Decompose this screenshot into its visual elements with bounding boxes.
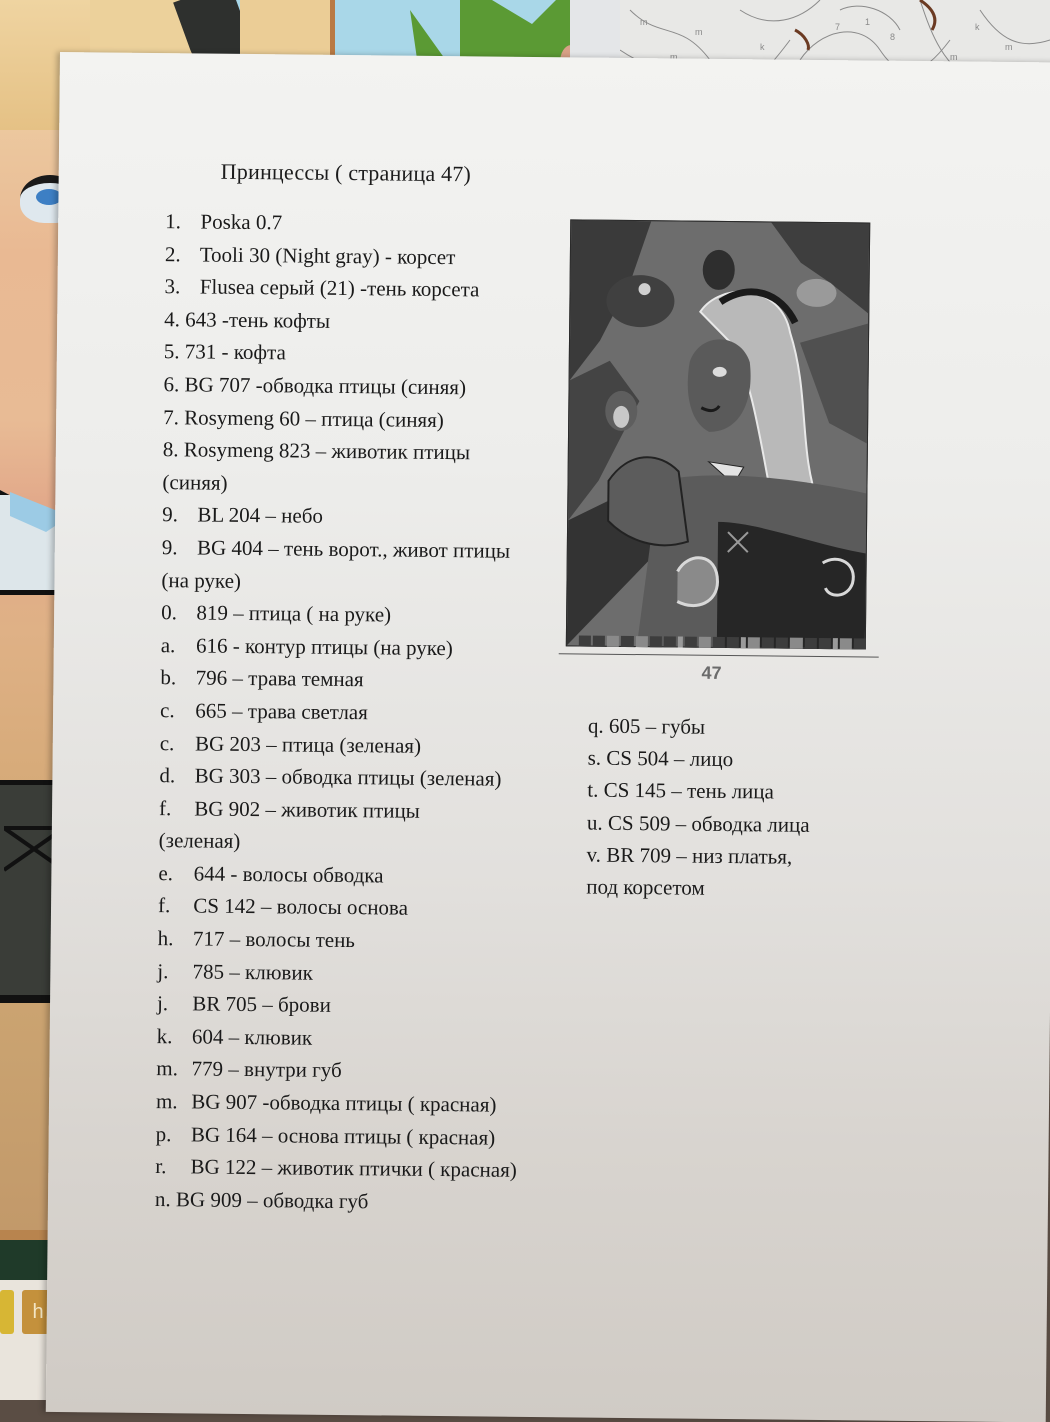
legend-marker: j. [156,991,169,1016]
legend-marker: e. [158,860,174,886]
bg-swatch-h: h [22,1290,54,1334]
legend-item [160,727,580,764]
legend-item [156,1085,576,1122]
legend-item [164,270,584,307]
legend-marker: 9. [162,502,179,527]
svg-text:1: 1 [865,17,871,27]
legend-item [587,774,887,809]
legend-text: BR 709 – низ платья, [606,842,793,869]
legend-item [164,335,584,372]
legend-item [161,531,582,601]
svg-text:m: m [1005,42,1013,52]
legend-text-continuation: под корсетом [586,874,705,900]
legend-marker: 8. [162,437,179,462]
legend-text: BG 707 -обводка птицы (синяя) [184,372,467,400]
legend-text: 819 – птица ( на руке) [196,600,392,627]
legend-text: Tooli 30 (Night gray) - корсет [199,242,456,269]
legend-marker: 7. [163,404,180,429]
legend-marker: 2. [164,241,181,266]
legend-marker: v. [586,842,602,867]
legend-marker: b. [160,665,177,690]
legend-text: CS 145 – тень лица [603,778,775,804]
legend-text: 605 – губы [608,713,706,739]
legend-item [160,661,580,698]
legend-text: CS 509 – обводка лица [607,810,810,837]
legend-item [165,238,585,275]
legend-text: 796 – трава темная [195,665,364,692]
legend-text-continuation: (синяя) [162,469,228,495]
legend-text: 604 – клювик [191,1024,313,1050]
legend-text: 643 -тень кофты [185,307,331,333]
legend-marker: j. [157,958,169,983]
legend-marker: 4. [164,306,181,332]
svg-text:k: k [975,22,980,32]
legend-marker: 9. [161,535,178,560]
legend-marker: u. [586,810,603,835]
legend-item [157,1020,577,1057]
legend-item [158,890,578,927]
legend-marker: p. [155,1121,172,1146]
svg-text:m: m [670,52,678,62]
legend-marker: c. [159,697,175,723]
printed-color-key-sheet [46,52,1050,1422]
legend-text: 616 - контур птицы (на руке) [195,633,453,660]
color-swatch-bar [579,635,866,649]
legend-text: BG 907 -обводка птицы ( красная) [191,1089,497,1117]
legend-marker: 1. [165,209,182,234]
legend-item [158,857,578,894]
legend-text: BG 122 – животик птички ( красная) [190,1154,517,1183]
legend-item [161,629,581,666]
legend-text: BG 909 – обводка губ [175,1187,369,1214]
legend-item [155,1150,575,1187]
legend-item [587,806,887,841]
legend-item [156,1053,576,1090]
legend-item [163,368,583,405]
svg-text:m: m [640,17,648,27]
legend-text: 785 – клювик [192,959,313,985]
legend-text: BG 303 – обводка птицы (зеленая) [194,763,502,791]
legend-text: 779 – внутри губ [191,1056,342,1083]
legend-marker: d. [159,763,176,788]
legend-item [157,955,577,992]
legend-item [160,694,580,731]
reference-image-grayscale [566,219,870,649]
legend-marker: h. [157,926,174,951]
legend-item [161,596,581,633]
legend-item [157,987,577,1024]
svg-text:7: 7 [835,22,841,32]
legend-text: 717 – волосы тень [192,926,356,953]
legend-marker: q. [587,713,604,738]
legend-text: CS 142 – волосы основа [193,893,409,921]
legend-marker: 5. [163,339,180,364]
legend-marker: f. [157,893,171,918]
legend-item [163,401,583,438]
legend-text: Flusea серый (21) -тень корсета [199,274,480,302]
legend-item [587,742,887,777]
legend-text: BG 164 – основа птицы ( красная) [190,1122,496,1150]
legend-marker: 6. [163,372,180,397]
legend-item [586,838,887,906]
legend-text-continuation: (зеленая) [158,828,241,854]
princess-illustration-icon [567,220,869,648]
legend-marker: k. [156,1023,173,1049]
legend-item [156,1118,576,1155]
legend-item [588,710,888,745]
legend-marker: s. [587,745,602,770]
legend-marker: 3. [164,274,181,299]
color-legend-list-right [586,710,888,906]
legend-text: BR 705 – брови [192,991,332,1018]
document-title: Принцессы ( страница 47) [220,158,472,187]
legend-item [158,922,578,959]
legend-item [162,433,583,503]
legend-item [159,759,579,796]
legend-item [155,1183,575,1220]
bg-swatch-yellow [0,1290,14,1334]
legend-item [165,205,585,242]
legend-text: BG 404 – тень ворот., живот птицы [196,535,511,563]
legend-text: Rosymeng 823 – животик птицы [183,437,471,465]
figure-page-number: 47 [701,662,722,683]
figure-divider [559,653,879,657]
legend-marker: r. [155,1154,167,1179]
legend-text: BL 204 – небо [197,502,324,529]
legend-marker: a. [160,632,176,657]
legend-item [162,498,582,535]
svg-text:m: m [695,27,703,37]
legend-text: 665 – трава светлая [195,698,368,725]
svg-text:k: k [760,42,765,52]
legend-text: Rosymeng 60 – птица (синяя) [184,404,444,432]
color-legend-list [155,205,586,1220]
legend-text: BG 203 – птица (зеленая) [194,730,422,758]
legend-marker: t. [587,777,599,803]
legend-marker: c. [159,730,175,755]
legend-text: 731 - кофта [184,339,286,365]
legend-item [164,303,584,340]
legend-text: 644 - волосы обводка [193,861,384,888]
svg-text:8: 8 [890,32,896,42]
svg-text:m: m [950,52,958,62]
legend-marker: 0. [161,600,178,625]
legend-text: BG 902 – животик птицы [194,796,420,823]
legend-text-continuation: (на руке) [161,567,242,593]
legend-marker: m. [156,1056,179,1081]
legend-text: CS 504 – лицо [606,745,734,772]
legend-marker: f. [158,795,172,820]
legend-marker: n. [154,1186,171,1212]
legend-item [159,792,580,862]
legend-marker: m. [155,1089,178,1114]
legend-text: Poska 0.7 [200,209,283,235]
